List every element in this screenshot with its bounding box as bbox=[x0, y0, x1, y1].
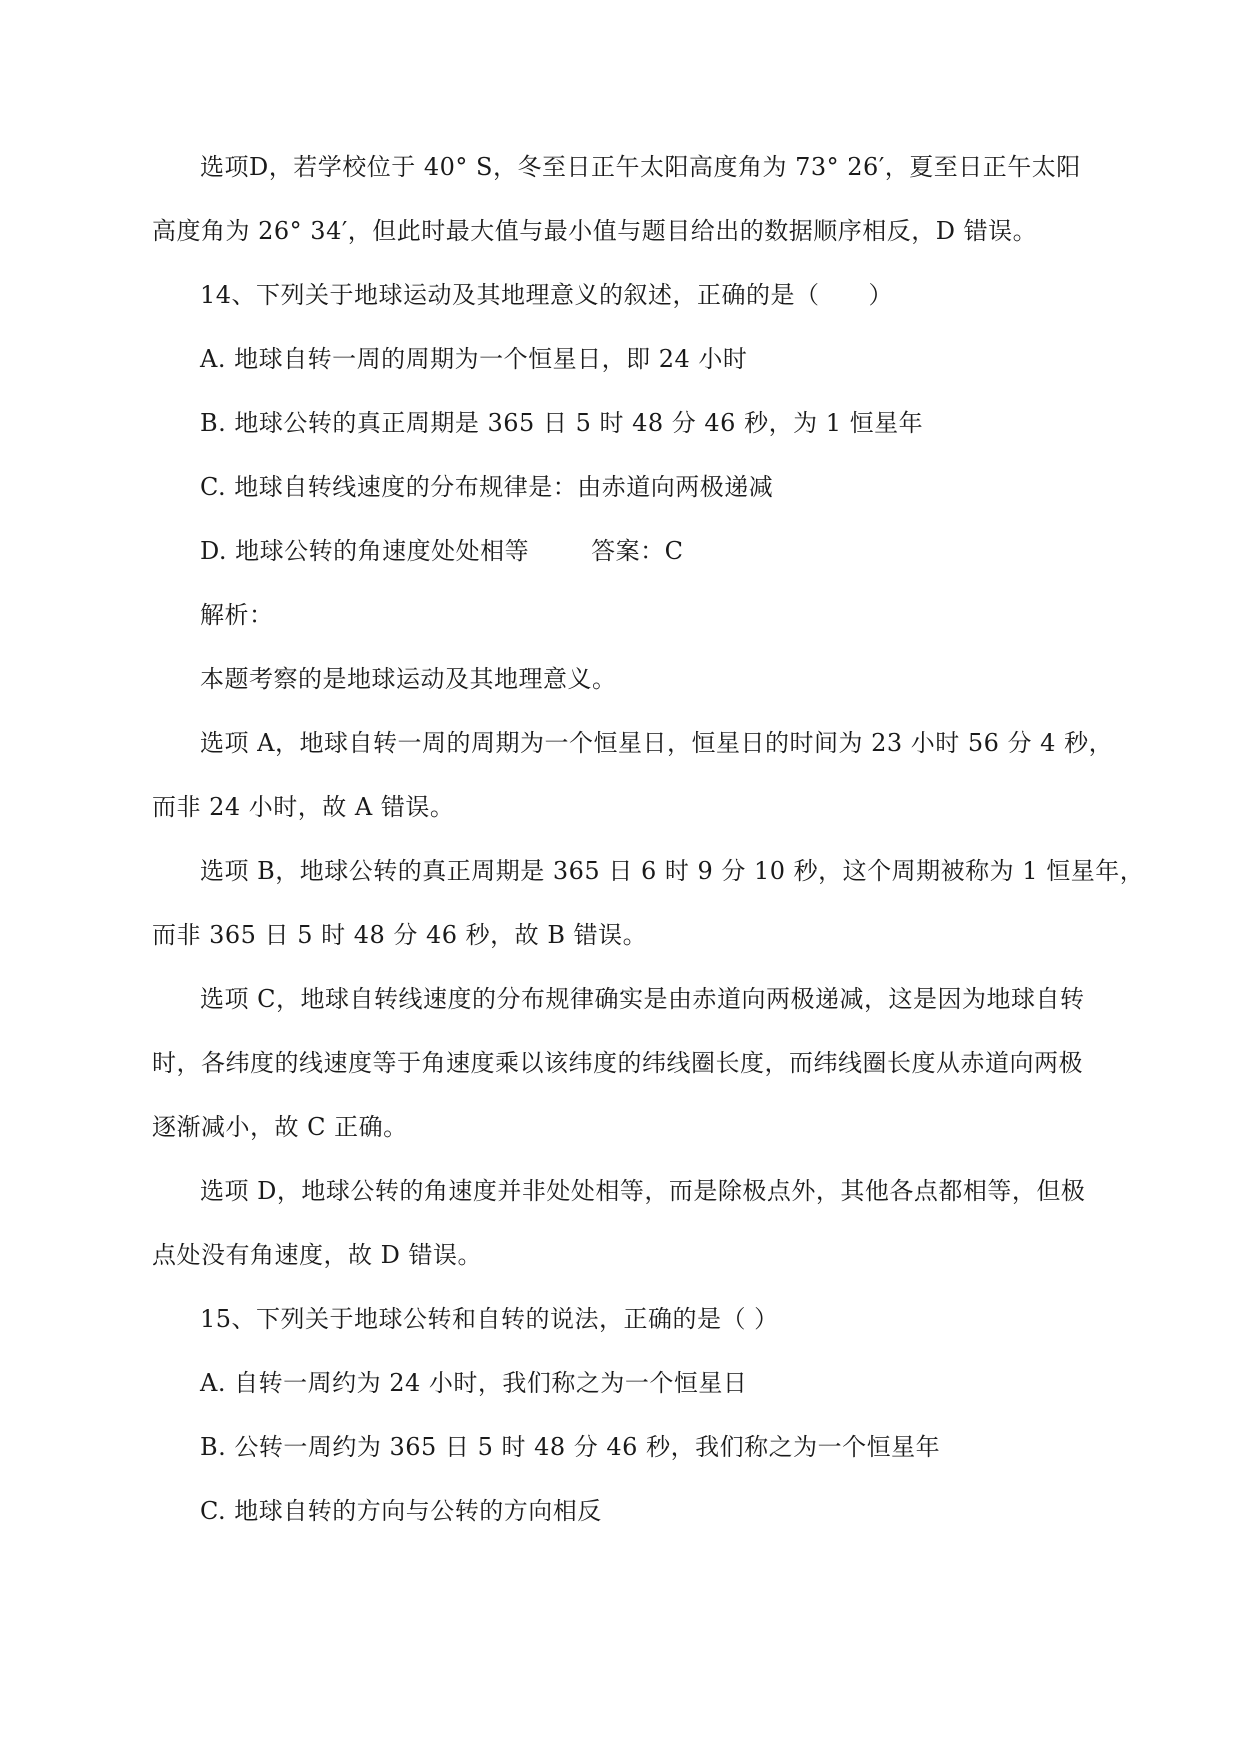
analysis-option-c-cont-1: 时，各纬度的线速度等于角速度乘以该纬度的纬线圈长度，而纬线圈长度从赤道向两极 bbox=[152, 1049, 1083, 1077]
q15-option-a: A. 自转一周约为 24 小时，我们称之为一个恒星日 bbox=[200, 1369, 748, 1397]
text-line-q13-option-d-analysis: 选项D，若学校位于 40° S，冬至日正午太阳高度角为 73° 26′，夏至日正午太阳 bbox=[200, 153, 1081, 181]
q14-option-c: C. 地球自转线速度的分布规律是：由赤道向两极递减 bbox=[200, 473, 774, 501]
analysis-heading: 解析： bbox=[200, 601, 274, 629]
analysis-option-a-cont: 而非 24 小时，故 A 错误。 bbox=[152, 793, 455, 821]
q14-answer: 答案：C bbox=[591, 537, 684, 565]
analysis-option-c: 选项 C，地球自转线速度的分布规律确实是由赤道向两极递减，这是因为地球自转 bbox=[200, 985, 1085, 1013]
text-line-q13-option-d-analysis-cont: 高度角为 26° 34′，但此时最大值与最小值与题目给出的数据顺序相反，D 错误。 bbox=[152, 217, 1038, 245]
analysis-option-d: 选项 D，地球公转的角速度并非处处相等，而是除极点外，其他各点都相等，但极 bbox=[200, 1177, 1086, 1205]
analysis-option-c-cont-2: 逐渐减小，故 C 正确。 bbox=[152, 1113, 408, 1141]
analysis-option-b: 选项 B，地球公转的真正周期是 365 日 6 时 9 分 10 秒，这个周期被称为 1 恒星年， bbox=[200, 857, 1145, 885]
q15-option-b: B. 公转一周约为 365 日 5 时 48 分 46 秒，我们称之为一个恒星年 bbox=[200, 1433, 941, 1461]
analysis-option-d-cont: 点处没有角速度，故 D 错误。 bbox=[152, 1241, 482, 1269]
q14-option-d: D. 地球公转的角速度处处相等 bbox=[200, 537, 530, 565]
q14-option-d-row bbox=[200, 536, 684, 566]
analysis-option-a: 选项 A，地球自转一周的周期为一个恒星日，恒星日的时间为 23 小时 56 分 4 秒， bbox=[200, 729, 1114, 757]
q15-option-c: C. 地球自转的方向与公转的方向相反 bbox=[200, 1497, 602, 1525]
analysis-option-b-cont: 而非 365 日 5 时 48 分 46 秒，故 B 错误。 bbox=[152, 921, 648, 949]
q14-option-b: B. 地球公转的真正周期是 365 日 5 时 48 分 46 秒，为 1 恒星年 bbox=[200, 409, 924, 437]
analysis-intro: 本题考察的是地球运动及其地理意义。 bbox=[200, 665, 617, 693]
question-14: 14、下列关于地球运动及其地理意义的叙述，正确的是（ ） bbox=[200, 281, 894, 309]
q14-option-a: A. 地球自转一周的周期为一个恒星日，即 24 小时 bbox=[200, 345, 748, 373]
question-15: 15、下列关于地球公转和自转的说法，正确的是（ ） bbox=[200, 1305, 779, 1333]
